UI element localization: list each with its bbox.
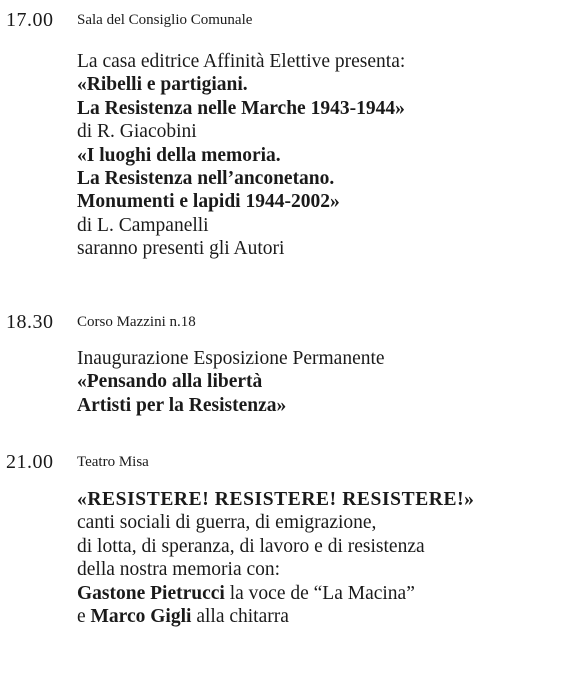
concert-title-line: «RESISTERE! RESISTERE! RESISTERE!» [77, 489, 475, 510]
exhibition-title-line: «Pensando alla libertà [77, 371, 263, 393]
event-time: 21.00 [6, 451, 54, 473]
event-place: Sala del Consiglio Comunale [77, 12, 253, 28]
event-description [77, 347, 567, 417]
performer-name: Marco Gigli [90, 606, 192, 628]
book-title-line: «Ribelli e partigiani. [77, 74, 248, 96]
event-description [77, 50, 567, 261]
author-line: di R. Giacobini [77, 121, 197, 143]
performer-role: la voce de “La Macina” [224, 582, 415, 604]
description-line: di lotta, di speranza, di lavoro e di resistenza [77, 535, 425, 557]
event-place: Corso Mazzini n.18 [77, 314, 196, 330]
description-line: della nostra memoria con: [77, 559, 281, 581]
book-title-line: La Resistenza nell’anconetano. [77, 168, 335, 190]
performer-name: Gastone Pietrucci [77, 582, 225, 604]
description-line: La casa editrice Affinità Elettive presenta: [77, 51, 406, 72]
description-line: saranno presenti gli Autori [77, 238, 285, 260]
author-line: di L. Campanelli [77, 214, 209, 236]
event-place: Teatro Misa [77, 454, 149, 470]
performer-line [77, 582, 567, 605]
book-title-line: La Resistenza nelle Marche 1943-1944» [77, 97, 405, 119]
description-line: canti sociali di guerra, di emigrazione, [77, 512, 377, 534]
event-description [77, 488, 567, 628]
event-time: 18.30 [6, 311, 54, 333]
book-title-line: Monumenti e lapidi 1944-2002» [77, 191, 340, 213]
book-title-line: «I luoghi della memoria. [77, 144, 281, 166]
performer-line [77, 605, 567, 628]
exhibition-title-line: Artisti per la Resistenza» [77, 394, 287, 416]
performer-role: alla chitarra [191, 606, 289, 628]
performer-conjunction: e [77, 606, 91, 628]
event-time: 17.00 [6, 9, 54, 31]
description-line: Inaugurazione Esposizione Permanente [77, 348, 385, 369]
